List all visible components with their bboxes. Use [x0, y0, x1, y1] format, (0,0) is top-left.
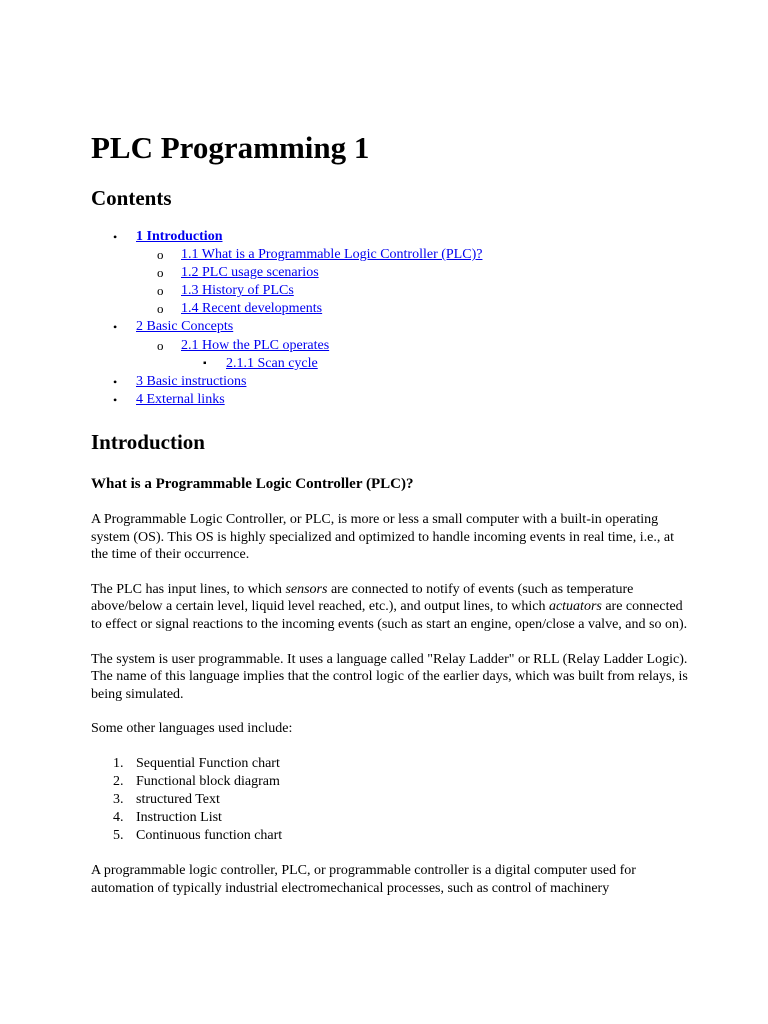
paragraph-text: are connected to effect or signal reactions to the incoming events (such as start an engine, open/close a valve, and so on).: [91, 599, 688, 632]
list-number: 3.: [113, 792, 124, 808]
list-item-label: Sequential Function chart: [136, 755, 280, 771]
paragraph-input-output-lines: [91, 581, 691, 634]
paragraph-text: The PLC has input lines, to which: [91, 581, 286, 597]
paragraph-text: are connected to notify of events (such as temperature above/below a certain level, liquid level reached, etc.), and output lines, to which: [91, 581, 634, 615]
toc-link-external-links[interactable]: 4 External links: [136, 391, 225, 407]
toc-item-what-is-plc: [91, 246, 691, 264]
list-item: [91, 809, 691, 827]
list-item: [91, 791, 691, 809]
list-item: [91, 773, 691, 791]
bullet-square-icon: ▪: [203, 357, 207, 369]
toc-item-introduction: [91, 228, 691, 246]
bullet-disc-icon: •: [113, 320, 118, 335]
toc-item-basic-instructions: [91, 373, 691, 391]
toc-item-usage-scenarios: [91, 264, 691, 282]
list-number: 5.: [113, 828, 124, 844]
paragraph-plc-definition: A Programmable Logic Controller, or PLC, is more or less a small computer with a built-in operating system (OS). This OS is highly specialized and optimized to handle incoming events in real time, i.e., at the time of their occurrence.: [91, 511, 674, 563]
subsection-heading-what-is-plc: What is a Programmable Logic Controller (PLC)?: [91, 475, 414, 492]
toc-link-how-plc-operates[interactable]: 2.1 How the PLC operates: [181, 337, 330, 353]
emphasis-sensors: sensors: [285, 581, 328, 597]
page-title: PLC Programming 1: [91, 130, 370, 165]
toc-item-basic-concepts: [91, 318, 691, 336]
toc-link-basic-instructions[interactable]: 3 Basic instructions: [136, 373, 247, 389]
list-item: [91, 755, 691, 773]
bullet-circle-icon: o: [157, 283, 164, 299]
table-of-contents: [91, 228, 691, 409]
paragraph-relay-ladder: The system is user programmable. It uses a language called "Relay Ladder" or RLL (Relay Ladder Logic). The name of this language implies that the control logic of the earlier days, which was built from relays, is being simulated.: [91, 651, 688, 702]
list-item-label: Instruction List: [136, 810, 222, 826]
list-number: 2.: [113, 773, 124, 789]
bullet-disc-icon: •: [113, 392, 118, 407]
emphasis-actuators: actuators: [548, 599, 602, 615]
bullet-circle-icon: o: [157, 247, 164, 263]
toc-item-scan-cycle: [91, 355, 691, 373]
list-number: 4.: [113, 810, 124, 826]
bullet-circle-icon: o: [157, 265, 164, 281]
paragraph-other-languages: Some other languages used include:: [91, 721, 293, 737]
list-number: 1.: [113, 755, 124, 771]
toc-item-how-plc-operates: [91, 337, 691, 355]
toc-item-recent-developments: [91, 300, 691, 318]
toc-link-introduction[interactable]: 1 Introduction: [136, 229, 223, 244]
bullet-disc-icon: •: [113, 230, 118, 244]
toc-link-scan-cycle[interactable]: 2.1.1 Scan cycle: [226, 355, 318, 371]
languages-list: [91, 755, 691, 845]
list-item-label: Functional block diagram: [136, 773, 280, 789]
toc-link-history[interactable]: 1.3 History of PLCs: [181, 283, 294, 299]
toc-item-external-links: [91, 391, 691, 409]
list-item-label: structured Text: [136, 792, 220, 808]
bullet-disc-icon: •: [113, 374, 118, 389]
bullet-circle-icon: o: [157, 337, 164, 353]
toc-item-history: [91, 282, 691, 300]
toc-link-usage-scenarios[interactable]: 1.2 PLC usage scenarios: [181, 265, 319, 281]
toc-link-what-is-plc[interactable]: 1.1 What is a Programmable Logic Controller (PLC)?: [181, 247, 483, 263]
bullet-circle-icon: o: [157, 301, 164, 317]
toc-link-basic-concepts[interactable]: 2 Basic Concepts: [136, 319, 234, 335]
document-page: [91, 128, 691, 898]
list-item: [91, 827, 691, 845]
paragraph-plc-automation: A programmable logic controller, PLC, or programmable controller is a digital computer used for automation of typically industrial electromechanical processes, such as control of machinery: [91, 863, 636, 896]
section-heading-introduction: Introduction: [91, 429, 205, 454]
contents-heading: Contents: [91, 186, 172, 210]
list-item-label: Continuous function chart: [136, 828, 283, 844]
toc-link-recent-developments[interactable]: 1.4 Recent developments: [181, 301, 323, 317]
